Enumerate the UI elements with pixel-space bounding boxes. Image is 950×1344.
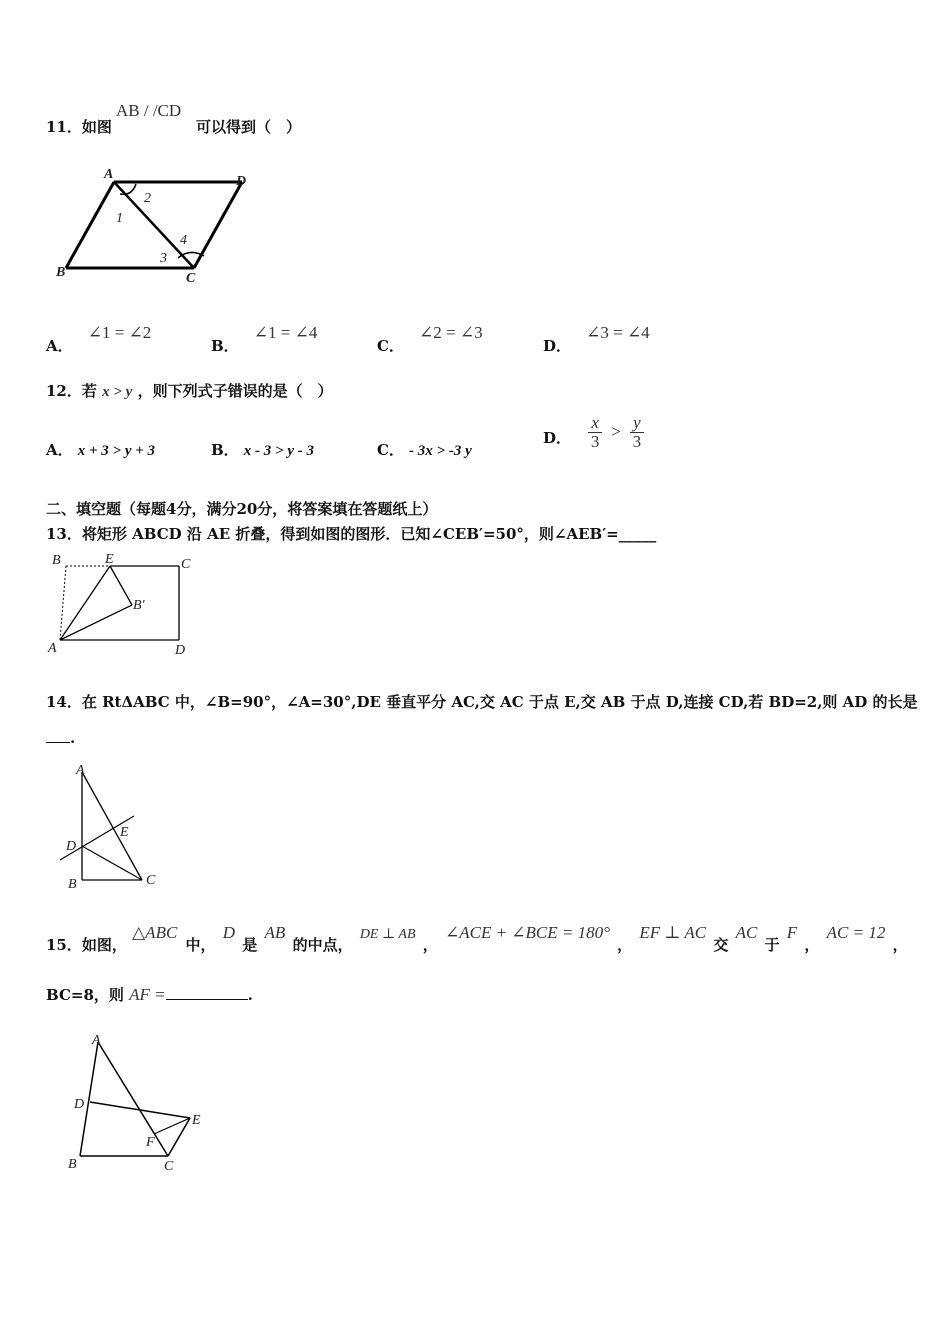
q11-option-c[interactable]: C． ∠2 = ∠3 (377, 323, 483, 355)
q15-label-c: C (164, 1159, 174, 1174)
q15-line-de (90, 1102, 190, 1118)
q13-label-b: B (52, 553, 61, 568)
q11-suffix: 可以得到（ ） (196, 118, 302, 136)
q13-line-ebp (110, 566, 132, 605)
q14-figure (56, 760, 196, 895)
q14-label-c: C (146, 873, 156, 888)
q15-line-ac (98, 1042, 168, 1156)
q11-stem (46, 116, 112, 137)
q15-label-d: D (74, 1097, 85, 1112)
q13-label-e: E (105, 552, 114, 567)
q11-label-c: C (186, 271, 196, 286)
q15-label-f: F (146, 1135, 155, 1150)
q12-option-b[interactable]: B． x - 3 > y - 3 (211, 441, 314, 459)
q14-blank-line (46, 728, 75, 747)
q11-label-d: D (236, 174, 247, 189)
q11-math: AB / /CD (116, 101, 182, 120)
q13-stem: 13．将矩形 ABCD 沿 AE 折叠，得到如图的图形．已知∠CEB′=50°，则∠AEB′=_____ (46, 525, 657, 543)
q11-line-ab (66, 182, 114, 268)
q15-label-e: E (192, 1113, 201, 1128)
q12-stem (46, 380, 333, 401)
q14-answer-blank[interactable] (46, 728, 70, 743)
q15-label-a: A (92, 1033, 101, 1048)
q12-suffix: ，则下列式子错误的是（ ） (137, 382, 333, 400)
q11-label-a: A (104, 167, 114, 182)
q13-line-ae (60, 566, 110, 640)
q13-label-d: D (175, 643, 186, 658)
q11-label-1: 1 (116, 211, 123, 226)
q15-stem-line1: 15．如图， △ABC 中， D 是 AB 的中点， DE ⊥ AB ， ∠ACE + ∠BCE = 180° ， EF ⊥ AC 交 AC 于 F ， AC = 12 ， (46, 923, 908, 954)
q12-frac-y3: $\frac{y}{3}$ (630, 414, 644, 451)
q11-label-3: 3 (160, 251, 167, 266)
q12-option-a[interactable]: A． x + 3 > y + 3 (46, 441, 156, 459)
q13-label-a: A (48, 641, 57, 656)
q13-label-c: C (181, 557, 191, 572)
q15-line-ec (168, 1118, 190, 1156)
q12-frac-x3: $\frac{x}{3}$ (588, 414, 602, 451)
q13-label-bp: B′ (133, 598, 145, 613)
q14-tail: . (70, 729, 76, 747)
q14-label-b: B (68, 877, 77, 892)
q11-option-a[interactable]: A． ∠1 = ∠2 (46, 323, 152, 355)
q11-label-2: 2 (144, 191, 151, 206)
q11-label-b: B (56, 265, 66, 280)
q15-stem-line2: BC=8，则 AF = . (46, 985, 253, 1004)
q12-option-d[interactable]: D． $\frac{x}{3}$ > $\frac{y}{3}$ (543, 414, 644, 451)
q14-line-ac (82, 772, 142, 880)
q13-line-abp (60, 605, 132, 640)
q15-label-b: B (68, 1157, 77, 1172)
q12-cond: x > y (102, 384, 133, 400)
q14-label-e: E (120, 825, 129, 840)
q15-figure (64, 1030, 224, 1180)
q13-dotted-ab (60, 566, 66, 640)
q14-stem: 14．在 RtΔABC 中，∠B=90°，∠A=30°,DE 垂直平分 AC,交 AC 于点 E,交 AB 于点 D,连接 CD,若 BD=2,则 AD 的长是 (46, 693, 918, 711)
q15-answer-blank[interactable] (166, 985, 248, 1000)
q14-label-d: D (66, 839, 77, 854)
q11-label-4: 4 (180, 233, 187, 248)
q12-option-c[interactable]: C． - 3x > -3 y (377, 441, 472, 459)
q11-option-d[interactable]: D． ∠3 = ∠4 (543, 323, 650, 355)
q13-figure (44, 550, 214, 660)
q12-prefix: 12．若 (46, 382, 97, 400)
q11-figure (52, 162, 272, 292)
q11-prefix: 11．如图 (46, 118, 112, 136)
q11-option-b[interactable]: B． ∠1 = ∠4 (211, 323, 318, 355)
section2-title: 二、填空题（每题4分，满分20分，将答案填在答题纸上） (46, 500, 438, 518)
q14-label-a: A (76, 763, 85, 778)
